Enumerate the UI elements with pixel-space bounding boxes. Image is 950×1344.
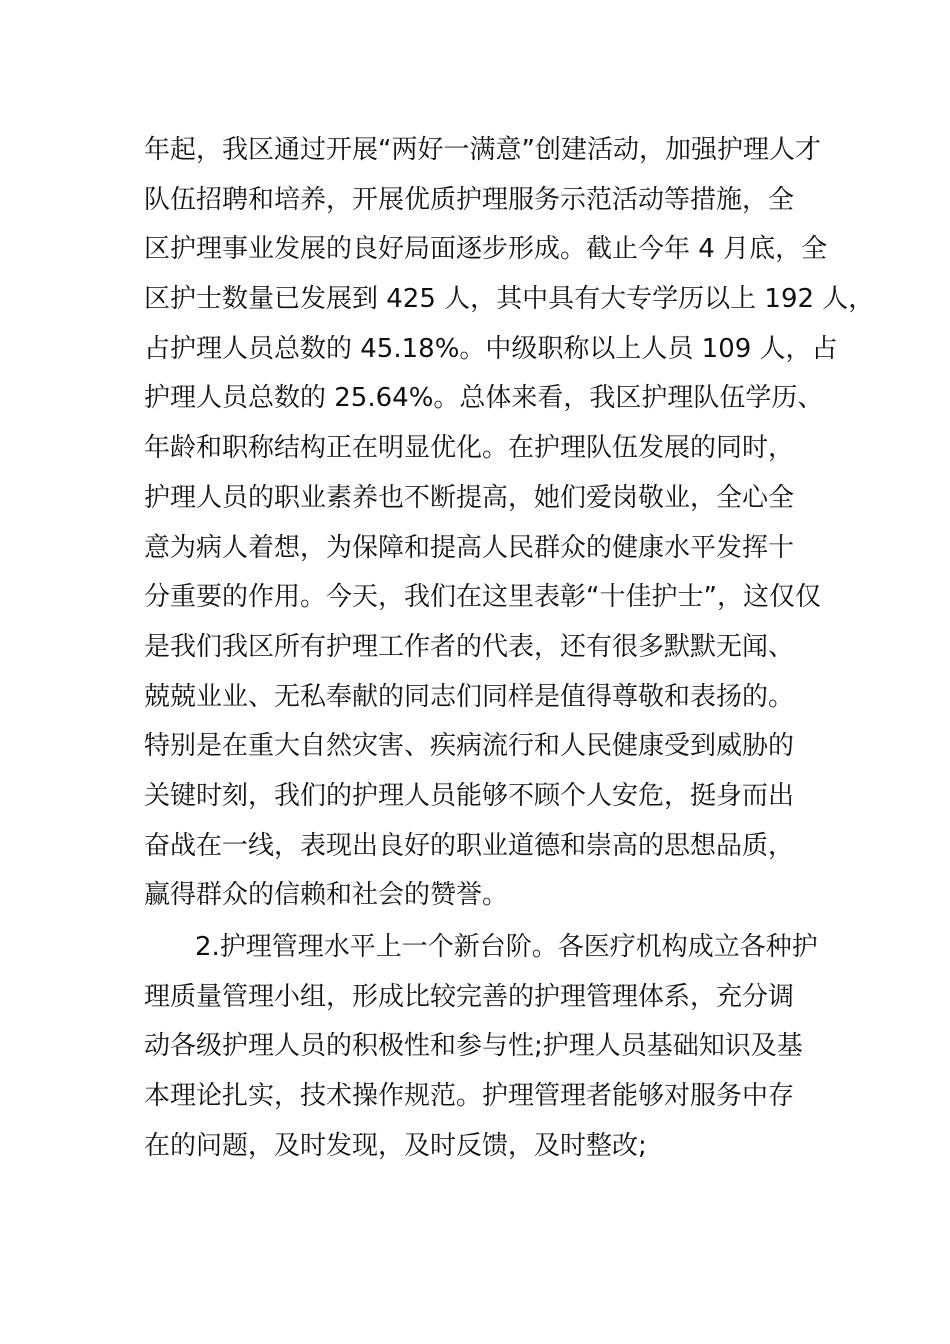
text-line: 护理人员总数的 25.64%。总体来看，我区护理队伍学历、 [144,383,824,414]
text-line: 护理人员的职业素养也不断提高，她们爱岗敬业，全心全 [144,482,795,513]
text-line: 区护理事业发展的良好局面逐步形成。截止今年 4 月底，全 [144,234,828,265]
text-line: 特别是在重大自然灾害、疾病流行和人民健康受到威胁的 [144,731,795,762]
text-line: 分重要的作用。今天，我们在这里表彰“十佳护士”，这仅仅 [144,582,821,613]
text-line: 占护理人员总数的 45.18%。中级职称以上人员 109 人，占 [144,333,838,364]
document-body [144,126,875,1171]
text-line: 本理论扎实，技术操作规范。护理管理者能够对服务中存 [144,1081,795,1112]
text-line: 奋战在一线，表现出良好的职业道德和崇高的思想品质， [144,830,795,861]
text-line: 赢得群众的信赖和社会的赞誉。 [144,880,509,911]
paragraph-1 [144,126,875,921]
text-line: 年起，我区通过开展“两好一满意”创建活动，加强护理人才 [144,135,821,165]
text-line: 兢兢业业、无私奉献的同志们同样是值得尊敬和表扬的。 [144,681,795,712]
text-line: 关键时刻，我们的护理人员能够不顾个人安危，挺身而出 [144,780,795,811]
text-line: 意为病人着想，为保障和提高人民群众的健康水平发挥十 [144,532,795,563]
text-line: 在的问题，及时发现，及时反馈，及时整改; [144,1130,647,1161]
text-line: 2.护理管理水平上一个新台阶。各医疗机构成立各种护 [195,932,818,962]
text-line: 理质量管理小组，形成比较完善的护理管理体系，充分调 [144,981,795,1012]
text-line: 是我们我区所有护理工作者的代表，还有很多默默无闻、 [144,631,795,662]
paragraph-2 [144,923,844,1171]
text-line: 队伍招聘和培养，开展优质护理服务示范活动等措施，全 [144,184,795,215]
text-line: 年龄和职称结构正在明显优化。在护理队伍发展的同时， [144,433,795,464]
text-line: 区护士数量已发展到 425 人，其中具有大专学历以上 192 人， [144,284,875,315]
text-line: 动各级护理人员的积极性和参与性;护理人员基础知识及基 [144,1031,803,1062]
